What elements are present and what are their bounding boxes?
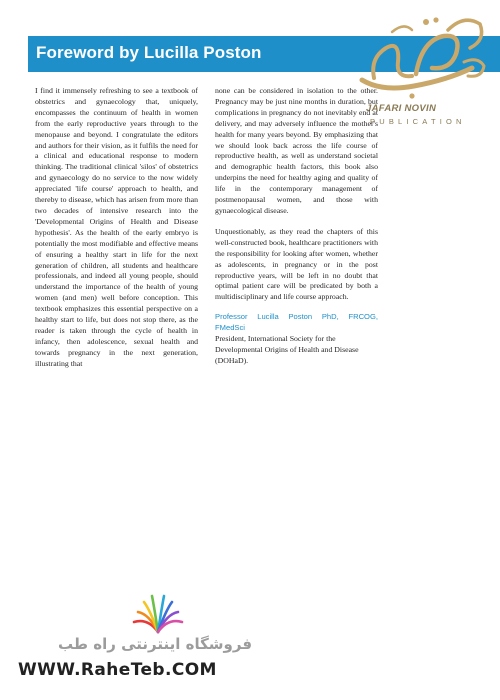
text-column-left: [35, 86, 198, 370]
shop-url[interactable]: WWW.RaheTeb.COM: [18, 660, 217, 680]
body-paragraph: I find it immensely refreshing to see a textbook of obstetrics and gynaecology that, uniquely, encompasses the continuum of health in women from the early reproductive years through to the menopause and beyond. I congratulate the editors and authors for their vision, as it fulfils the need for a clinical and educational response to modern thinking. The traditional clinical 'silos' of obstetrics and gynaecology do no service to the now widely appreciated 'life course' approach to health, and thereby to disease, which has arisen from more than two decades of intensive research into the 'Developmental Origins of Health and Disease hypothesis'. As the health of the early embryo is potentially the most modifiable and effective means of ensuring a healthy start in life for the next generation of children, all students and healthcare professionals, and indeed all young people, should understand the importance of the health of young women (and men) well before conception. This textbook emphasizes this essential perspective on a healthy start to life, but does not stop there, as the reader is taken through the cycle of health in infancy, then adolescence, sexual health and towards pregnancy in the next generation, illustrating that: [35, 86, 198, 368]
shop-name: فروشگاه اینترنتی راه طب: [58, 635, 253, 653]
text-column-right: [215, 86, 378, 367]
page-title: Foreword by Lucilla Poston: [36, 43, 262, 62]
signature-block: [215, 312, 378, 367]
open-book-icon: [130, 592, 186, 636]
signature-name: Professor Lucilla Poston PhD, FRCOG, FMedSci: [215, 312, 378, 333]
body-paragraph: Unquestionably, as they read the chapters of this well-constructed book, healthcare practitioners with the responsibility for looking after women, whether as adolescents, in pregnancy or in the post reproductive years, will be left in no doubt that optimal patient care will be predicated by both a multidisciplinary and life course approach.: [215, 226, 378, 302]
signature-role: President, International Society for the Developmental Origins of Health and Disease (DOHaD).: [215, 334, 359, 365]
logo-name: JAFARI NOVIN: [366, 103, 437, 114]
logo-subtitle: PUBLICATION: [370, 117, 466, 126]
body-paragraph: none can be considered in isolation to the other. Pregnancy may be just nine months in duration, but complications in pregnancy do not inevitably end at delivery, and may adversely influence the mother's health for many years beyond. By emphasizing that we should look back across the life course of reproductive health, as well as understand societal and demographic health factors, this book also underpins the need for healthy aging and quality of life in the contemporary management of postmenopausal women, and those with gynaecological disease.: [215, 86, 378, 215]
shop-watermark: [18, 590, 253, 690]
